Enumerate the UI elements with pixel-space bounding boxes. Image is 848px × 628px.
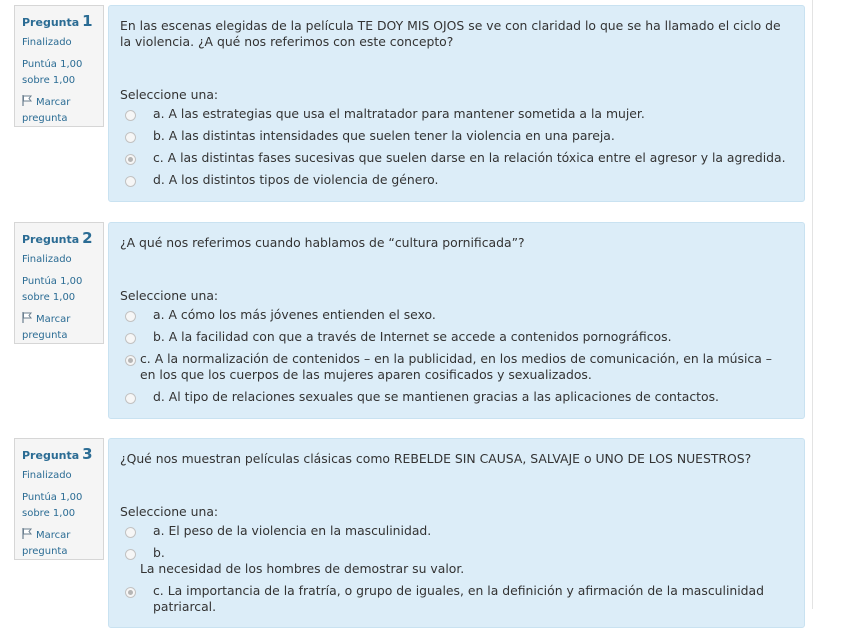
question-content: [108, 5, 805, 202]
answer-list: [120, 523, 793, 615]
question-info: [14, 222, 104, 344]
answer-option-c[interactable]: c. A las distintas fases sucesivas que suelen darse en la relación tóxica entre el agresor y la agredida.: [120, 150, 793, 166]
answer-prompt: Seleccione una:: [120, 288, 219, 303]
flag-question-link[interactable]: Marcar pregunta: [22, 530, 71, 557]
question-state: Finalizado: [22, 254, 72, 265]
answer-option-b[interactable]: b. A la facilidad con que a través de Internet se accede a contenidos pornográficos.: [120, 329, 793, 345]
question-grade: Puntúa 1,00 sobre 1,00: [22, 276, 83, 303]
answer-list: [120, 307, 793, 405]
answer-option-b-text: La necesidad de los hombres de demostrar su valor.: [140, 561, 465, 576]
radio-button[interactable]: [125, 549, 136, 560]
radio-button[interactable]: [125, 132, 136, 143]
question-grade: Puntúa 1,00 sobre 1,00: [22, 59, 83, 86]
answer-prompt: Seleccione una:: [120, 87, 219, 102]
question-grade: Puntúa 1,00 sobre 1,00: [22, 492, 83, 519]
question-number: Pregunta 3: [22, 445, 93, 463]
answer-option-c[interactable]: c. La importancia de la fratría, o grupo de iguales, en la definición y afirmación de la masculinidad patriarcal.: [120, 583, 793, 615]
flag-icon: [22, 312, 34, 323]
answer-option-c[interactable]: c. A la normalización de contenidos – en la publicidad, en los medios de comunicación, en la música – en los que los cuerpos de las mujeres aparen cosificados y sexualizados.: [120, 351, 793, 383]
page-divider: [812, 0, 813, 609]
question-text: ¿Qué nos muestran películas clásicas como REBELDE SIN CAUSA, SALVAJE o UNO DE LOS NUESTROS?: [120, 451, 752, 466]
question-state: Finalizado: [22, 37, 72, 48]
radio-button-selected[interactable]: [125, 587, 136, 598]
question-state: Finalizado: [22, 470, 72, 481]
answer-option-a[interactable]: a. A las estrategias que usa el maltratador para mantener sometida a la mujer.: [120, 106, 793, 122]
radio-button[interactable]: [125, 393, 136, 404]
radio-button[interactable]: [125, 333, 136, 344]
radio-button-selected[interactable]: [125, 355, 136, 366]
answer-option-a[interactable]: a. El peso de la violencia en la masculinidad.: [120, 523, 793, 539]
question-text: En las escenas elegidas de la película TE DOY MIS OJOS se ve con claridad lo que se ha llamado el ciclo de la violencia. ¿A qué nos referimos con este concepto?: [120, 18, 781, 49]
flag-icon: [22, 528, 34, 539]
answer-option-b[interactable]: b. A las distintas intensidades que suelen tener la violencia en una pareja.: [120, 128, 793, 144]
question-content: [108, 222, 805, 419]
question-text: ¿A qué nos referimos cuando hablamos de “cultura pornificada”?: [120, 235, 525, 250]
answer-option-a[interactable]: a. A cómo los más jóvenes entienden el sexo.: [120, 307, 793, 323]
radio-button[interactable]: [125, 176, 136, 187]
question-content: [108, 438, 805, 628]
answer-list: [120, 106, 793, 188]
question-number: Pregunta 1: [22, 12, 93, 30]
answer-prompt: Seleccione una:: [120, 504, 219, 519]
radio-button[interactable]: [125, 311, 136, 322]
radio-button-selected[interactable]: [125, 154, 136, 165]
flag-question-link[interactable]: Marcar pregunta: [22, 314, 71, 341]
flag-icon: [22, 95, 34, 106]
radio-button[interactable]: [125, 527, 136, 538]
answer-option-d[interactable]: d. Al tipo de relaciones sexuales que se mantienen gracias a las aplicaciones de contactos.: [120, 389, 793, 405]
flag-question-link[interactable]: Marcar pregunta: [22, 97, 71, 124]
answer-option-b[interactable]: b.: [120, 545, 793, 561]
radio-button[interactable]: [125, 110, 136, 121]
answer-option-d[interactable]: d. A los distintos tipos de violencia de género.: [120, 172, 793, 188]
question-info: [14, 438, 104, 560]
question-info: [14, 5, 104, 127]
question-number: Pregunta 2: [22, 229, 93, 247]
